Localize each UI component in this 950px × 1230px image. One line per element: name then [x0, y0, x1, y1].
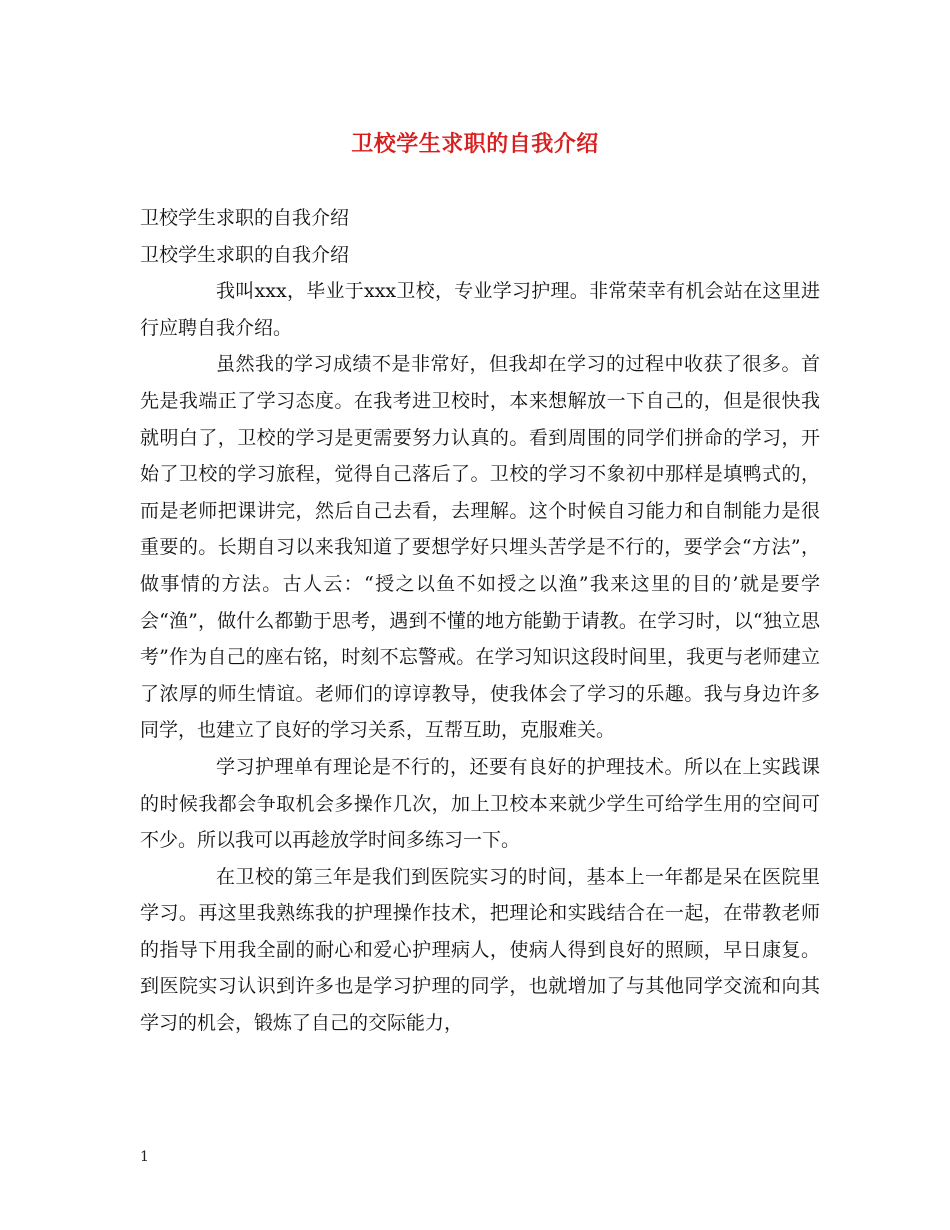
subtitle-line: 卫校学生求职的自我介绍 [140, 243, 350, 266]
subtitle-line: 卫校学生求职的自我介绍 [140, 207, 350, 229]
paragraph-study: 虽然我的学习成绩不是非常好，但我却在学习的过程中收获了很多。首先是我端正了学习态度。在我考进卫校时，本来想解放一下自己的，但是很快我就明白了，卫校的学习是更需要努力认真的。看到周围的同学们拼命的学习，开始了卫校的学习旅程，觉得自己落后了。卫校的学习不象初中那样是填鸭式的，而是老师把课讲完，然后自己去看，去理解。这个时候自习能力和自制能力是很重要的。长期自习以来我知道了要想学好只埋头苦学是不行的，要学会“方法”，做事情的方法。古人云：“授之以鱼不如授之以渔”我来这里的目的’就是要学会“渔”，做什么都勤于思考，遇到不懂的地方能勤于请教。在学习时，以“独立思考”作为自己的座右铭，时刻不忘警戒。在学习知识这段时间里，我更与老师建立了浓厚的师生情谊。老师们的谆谆教导，使我体会了学习的乐趣。我与身边许多同学，也建立了良好的学习关系，互帮互助，克服难关。 [140, 353, 820, 742]
page-number: 1 [140, 1149, 149, 1165]
paragraph-intro: 我叫xxx，毕业于xxx卫校，专业学习护理。非常荣幸有机会站在这里进行应聘自我介绍。 [140, 280, 820, 339]
document-title: 卫校学生求职的自我介绍 [351, 132, 599, 157]
paragraph-internship: 在卫校的第三年是我们到医院实习的时间，基本上一年都是呆在医院里学习。再这里我熟练我的护理操作技术，把理论和实践结合在一起，在带教老师的指导下用我全副的耐心和爱心护理病人，使病人得到良好的照顾，早日康复。到医院实习认识到许多也是学习护理的同学，也就增加了与其他同学交流和向其学习的机会，锻炼了自己的交际能力， [140, 865, 820, 1035]
paragraph-practice: 学习护理单有理论是不行的，还要有良好的护理技术。所以在上实践课的时候我都会争取机会多操作几次，加上卫校本来就少学生可给学生用的空间可不少。所以我可以再趁放学时间多练习一下。 [140, 755, 820, 852]
document-body [140, 200, 820, 1042]
